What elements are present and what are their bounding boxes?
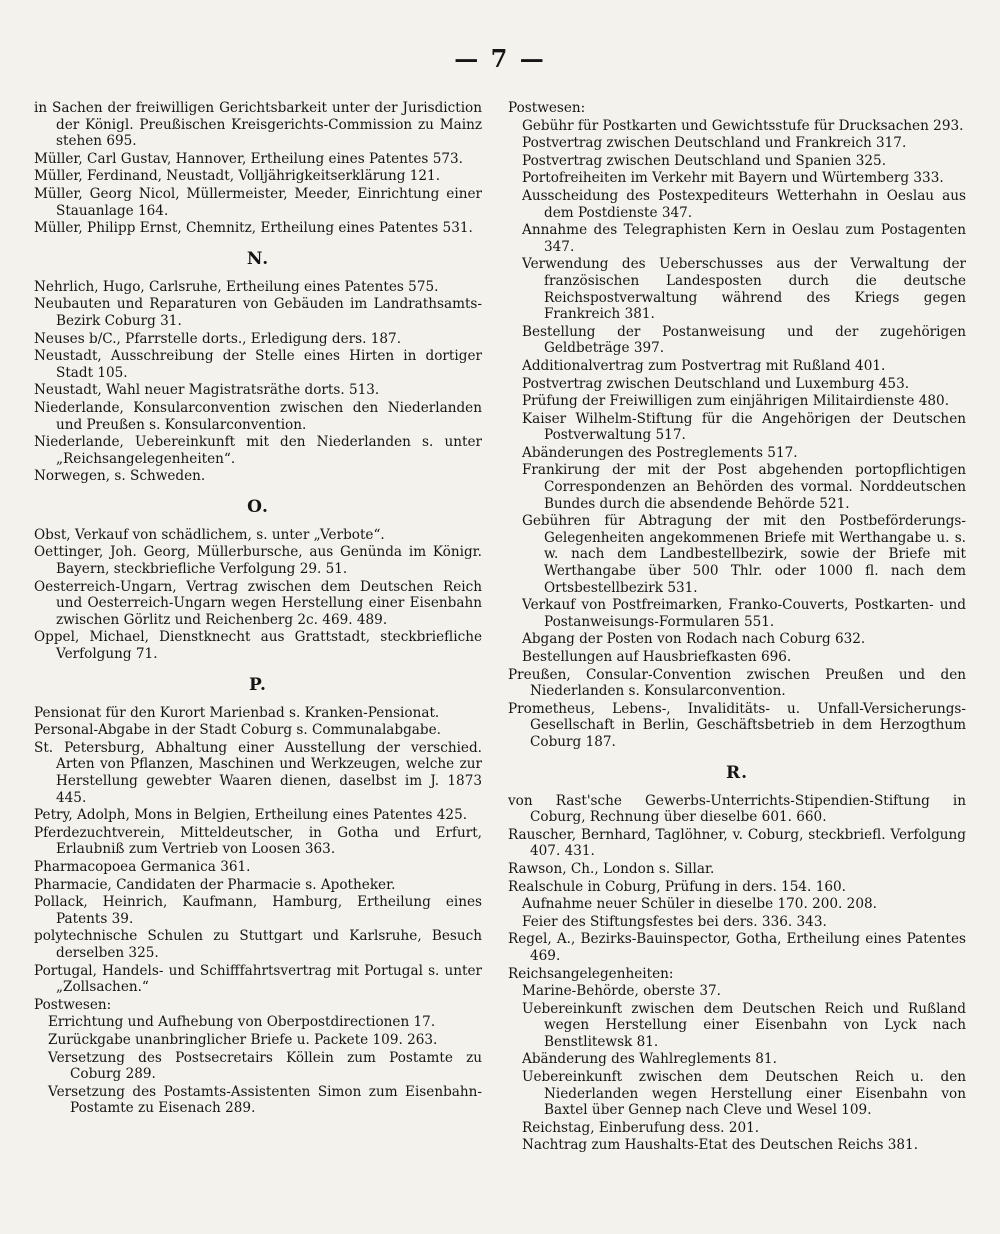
index-entry: Oettinger, Joh. Georg, Müllerbursche, aus Genünda im Königr. Bayern, steckbriefliche Verfolgung 29. 51. <box>34 544 482 578</box>
page-number: — 7 — <box>454 44 546 73</box>
reichsangelegenheiten-subentry: Marine-Behörde, oberste 37. <box>522 983 721 1000</box>
reichsangelegenheiten-subentry: Nachtrag zum Haushalts-Etat des Deutschen Reichs 381. <box>522 1137 919 1154</box>
index-entry: Neuses b/C., Pfarrstelle dorts., Erledigung ders. 187. <box>34 330 402 347</box>
postwesen-subentry: Errichtung und Aufhebung von Oberpostdirectionen 17. <box>48 1014 436 1031</box>
index-entry: Müller, Carl Gustav, Hannover, Ertheilung eines Patentes 573. <box>34 150 463 167</box>
right-column <box>508 100 966 1155</box>
reichsangelegenheiten-subentry: Abänderung des Wahlreglements 81. <box>522 1051 777 1068</box>
postwesen-subentry: Kaiser Wilhelm-Stiftung für die Angehörigen der Deutschen Postverwaltung 517. <box>522 410 966 444</box>
postwesen-subentry: Gebühren für Abtragung der mit den Postbeförderungs-Gelegenheiten angekommenen Briefe mit Werthangabe u. s. w. nach dem Landbestellbezirk, sowie der Briefe mit Werthangabe über 500 Thlr. oder 1000 fl. nach dem Ortsbestellbezirk 531. <box>522 513 966 596</box>
realschule-subentry: Aufnahme neuer Schüler in dieselbe 170. 200. 208. <box>522 896 877 913</box>
section-heading-o: O. <box>247 496 269 517</box>
index-entry: Neubauten und Reparaturen von Gebäuden im Landrathsamts-Bezirk Coburg 31. <box>34 296 482 329</box>
index-entry: Nehrlich, Hugo, Carlsruhe, Ertheilung eines Patentes 575. <box>34 278 439 295</box>
index-entry: Pensionat für den Kurort Marienbad s. Kranken-Pensionat. <box>34 704 440 721</box>
postwesen-subentry: Prüfung der Freiwilligen zum einjährigen Militairdienste 480. <box>522 393 950 410</box>
index-entry: polytechnische Schulen zu Stuttgart und Karlsruhe, Besuch derselben 325. <box>34 928 482 961</box>
left-column <box>34 100 482 1118</box>
postwesen-subentry: Verkauf von Postfreimarken, Franko-Couverts, Postkarten- und Postanweisungs-Formularen 551. <box>522 597 966 630</box>
reichsangelegenheiten-heading: Reichsangelegenheiten: <box>508 965 674 982</box>
index-entry: Müller, Georg Nicol, Müllermeister, Meeder, Einrichtung einer Stauanlage 164. <box>34 185 482 219</box>
realschule-subentry: Feier des Stiftungsfestes bei ders. 336. 343. <box>522 913 827 930</box>
postwesen-subentry: Additionalvertrag zum Postvertrag mit Rußland 401. <box>522 357 886 374</box>
index-entry: Pferdezuchtverein, Mitteldeutscher, in Gotha und Erfurt, Erlaubniß zum Vertrieb von Loosen 363. <box>34 824 482 858</box>
postwesen-subentry: Postvertrag zwischen Deutschland und Frankreich 317. <box>522 135 907 152</box>
index-entry: Oppel, Michael, Dienstknecht aus Grattstadt, steckbriefliche Verfolgung 71. <box>34 629 482 663</box>
index-entry: Neustadt, Wahl neuer Magistratsräthe dorts. 513. <box>34 382 380 399</box>
postwesen-heading: Postwesen: <box>508 100 586 116</box>
index-entry: Preußen, Consular-Convention zwischen Preußen und den Niederlanden s. Konsularconvention. <box>508 666 966 700</box>
index-entry: Pollack, Heinrich, Kaufmann, Hamburg, Ertheilung eines Patents 39. <box>34 894 482 927</box>
postwesen-subentry: Frankirung der mit der Post abgehenden portopflichtigen Correspondenzen an Behörden des vormal. Norddeutschen Bundes durch die absendende Behörde 521. <box>522 462 966 512</box>
index-entry: Regel, A., Bezirks-Bauinspector, Gotha, Ertheilung eines Patentes 469. <box>508 931 966 964</box>
postwesen-subentry: Bestellungen auf Hausbriefkasten 696. <box>522 649 792 665</box>
postwesen-subentry: Versetzung des Postamts-Assistenten Simon zum Eisenbahn-Postamte zu Eisenach 289. <box>48 1083 482 1117</box>
index-entry: Portugal, Handels- und Schifffahrtsvertrag mit Portugal s. unter „Zollsachen.“ <box>34 962 482 996</box>
index-entry: Pharmacopoea Germanica 361. <box>34 858 251 875</box>
index-entry: Niederlande, Uebereinkunft mit den Niederlanden s. unter „Reichsangelegenheiten“. <box>34 434 482 467</box>
postwesen-subentry: Abänderungen des Postreglements 517. <box>522 444 798 461</box>
index-entry: in Sachen der freiwilligen Gerichtsbarkeit unter der Jurisdiction der Königl. Preußischen Kreisgerichts-Commission zu Mainz stehen 695. <box>34 100 482 150</box>
index-entry: Petry, Adolph, Mons in Belgien, Ertheilung eines Patentes 425. <box>34 807 468 824</box>
index-entry: von Rast'sche Gewerbs-Unterrichts-Stipendien-Stiftung in Coburg, Rechnung über dieselbe 601. 660. <box>508 792 966 826</box>
section-heading-n: N. <box>246 248 270 269</box>
index-entry: St. Petersburg, Abhaltung einer Ausstellung der verschied. Arten von Pflanzen, Maschinen und Werkzeugen, welche zur Herstellung gewebter Waaren dienen, daselbst im J. 1873 445. <box>34 739 482 806</box>
postwesen-subentry: Postvertrag zwischen Deutschland und Luxemburg 453. <box>522 375 910 392</box>
index-entry: Müller, Ferdinand, Neustadt, Volljährigkeitserklärung 121. <box>34 168 441 185</box>
postwesen-subentry: Versetzung des Postsecretairs Köllein zum Postamte zu Coburg 289. <box>48 1049 482 1083</box>
index-entry: Oesterreich-Ungarn, Vertrag zwischen dem Deutschen Reich und Oesterreich-Ungarn wegen Herstellung einer Eisenbahn zwischen Görlitz und Reichenberg 2c. 469. 489. <box>34 578 482 628</box>
index-entry: Prometheus, Lebens-, Invaliditäts- u. Unfall-Versicherungs-Gesellschaft in Berlin, Geschäftsbetrieb in dem Herzogthum Coburg 187. <box>508 700 966 750</box>
index-entry: Rauscher, Bernhard, Taglöhner, v. Coburg, steckbriefl. Verfolgung 407. 431. <box>508 826 966 860</box>
postwesen-subentry: Bestellung der Postanweisung und der zugehörigen Geldbeträge 397. <box>522 323 966 357</box>
index-entry: Realschule in Coburg, Prüfung in ders. 154. 160. <box>508 878 846 895</box>
index-entry: Personal-Abgabe in der Stadt Coburg s. Communalabgabe. <box>34 722 441 739</box>
index-entry: Rawson, Ch., London s. Sillar. <box>508 860 715 877</box>
index-entry: Niederlande, Konsularconvention zwischen den Niederlanden und Preußen s. Konsularconvention. <box>34 399 482 433</box>
postwesen-subentry: Zurückgabe unanbringlicher Briefe u. Packete 109. 263. <box>48 1031 438 1048</box>
postwesen-subentry: Portofreiheiten im Verkehr mit Bayern und Würtemberg 333. <box>522 170 944 187</box>
reichsangelegenheiten-subentry: Reichstag, Einberufung dess. 201. <box>522 1119 760 1136</box>
postwesen-subentry: Abgang der Posten von Rodach nach Coburg 632. <box>522 631 866 648</box>
postwesen-subentry: Gebühr für Postkarten und Gewichtsstufe für Drucksachen 293. <box>522 117 964 134</box>
section-heading-p: P. <box>249 674 267 695</box>
postwesen-subentry: Postvertrag zwischen Deutschland und Spanien 325. <box>522 152 887 169</box>
index-entry: Obst, Verkauf von schädlichem, s. unter „Verbote“. <box>34 526 385 543</box>
postwesen-subentry: Verwendung des Ueberschusses aus der Verwaltung der französischen Landesposten durch die deutsche Reichspostverwaltung während des Kriegs gegen Frankreich 381. <box>522 256 966 323</box>
postwesen-subentry: Ausscheidung des Postexpediteurs Wetterhahn in Oeslau aus dem Postdienste 347. <box>522 187 966 221</box>
reichsangelegenheiten-subentry: Uebereinkunft zwischen dem Deutschen Reich u. den Niederlanden wegen Herstellung einer Eisenbahn von Baxtel über Gennep nach Cleve und Wesel 109. <box>522 1069 966 1119</box>
reichsangelegenheiten-subentry: Uebereinkunft zwischen dem Deutschen Reich und Rußland wegen Herstellung einer Eisenbahn von Lyck nach Benstlitewsk 81. <box>522 1000 966 1050</box>
index-entry: Neustadt, Ausschreibung der Stelle eines Hirten in dortiger Stadt 105. <box>34 348 482 381</box>
section-heading-r: R. <box>725 762 749 783</box>
postwesen-subentry: Annahme des Telegraphisten Kern in Oeslau zum Postagenten 347. <box>522 222 966 255</box>
index-entry: Müller, Philipp Ernst, Chemnitz, Ertheilung eines Patentes 531. <box>34 220 473 237</box>
index-entry: Pharmacie, Candidaten der Pharmacie s. Apotheker. <box>34 876 396 893</box>
index-entry: Norwegen, s. Schweden. <box>34 468 206 485</box>
postwesen-heading: Postwesen: <box>34 996 112 1013</box>
